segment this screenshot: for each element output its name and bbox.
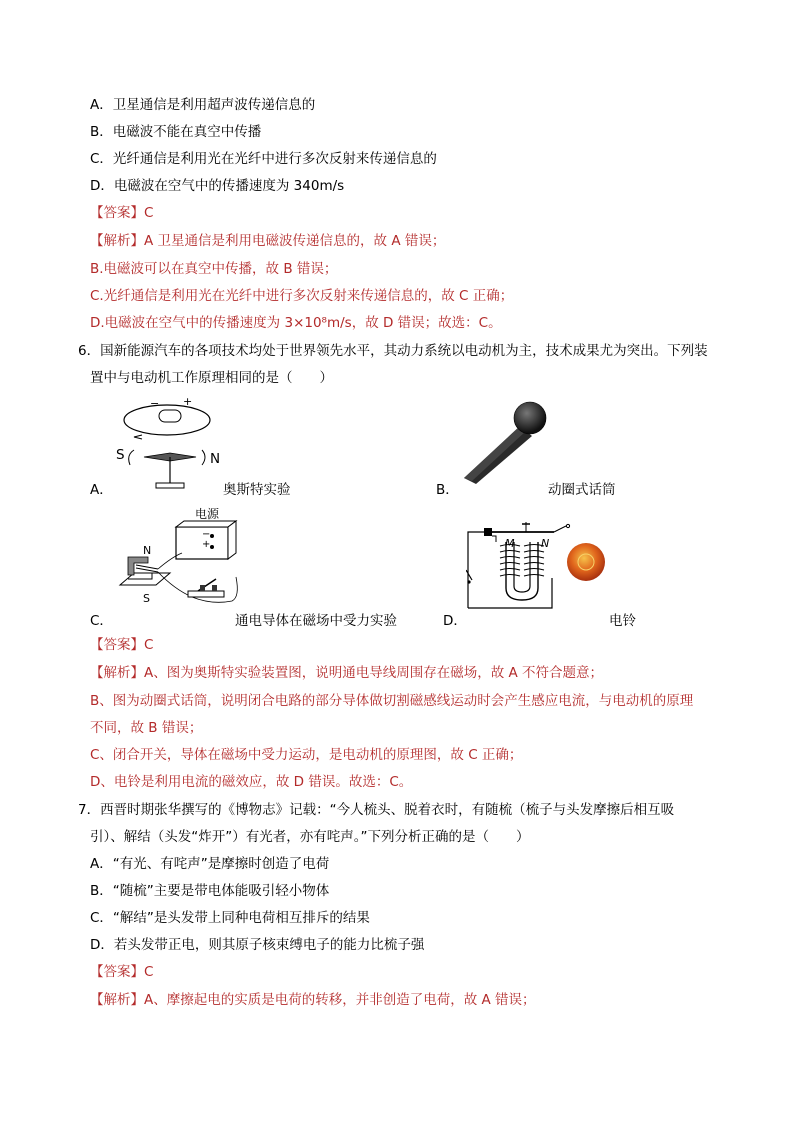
q7-option-d: D．若头发带正电，则其原子核束缚电子的能力比梳子强: [90, 937, 425, 953]
q7-stem-1: 7．西晋时期张华撰写的《博物志》记载：“今人梳头、脱着衣时，有随梳（梳子与头发摩擦后相互吸: [78, 802, 675, 818]
choice-b-caption: 动圈式话筒: [548, 482, 616, 498]
choice-a-caption: 奥斯特实验: [223, 482, 291, 498]
figure-c-s: S: [143, 592, 150, 605]
q7-analysis-1: [90, 991, 536, 1009]
figure-a-plus: +: [183, 395, 193, 408]
answer-tag: 【答案】: [90, 637, 144, 653]
answer-tag: 【答案】: [90, 964, 144, 980]
q7-option-a: A．“有光、有咤声”是摩擦时创造了电荷: [90, 856, 330, 872]
q5-option-d: D．电磁波在空气中的传播速度为 340m/s: [90, 178, 345, 194]
figure-c-power-label: 电源: [195, 507, 220, 521]
answer-value: C: [144, 637, 154, 653]
q5-analysis-2: B.电磁波可以在真空中传播，故 B 错误；: [90, 261, 338, 277]
q7-option-c: C．“解结”是头发带上同种电荷相互排斥的结果: [90, 910, 370, 926]
choice-c-caption: 通电导体在磁场中受力实验: [235, 613, 397, 629]
choice-d-caption: 电铃: [609, 613, 636, 629]
q7-answer: [90, 963, 153, 981]
figure-c-plus: +: [202, 539, 211, 550]
q7-option-b: B．“随梳”主要是带电体能吸引轻小物体: [90, 883, 330, 899]
q5-analysis-4: D.电磁波在空气中的传播速度为 3×10⁸m/s，故 D 错误；故选：C。: [90, 315, 502, 331]
q5-analysis-3: C.光纤通信是利用光在光纤中进行多次反射来传递信息的，故 C 正确；: [90, 288, 514, 304]
choice-d-letter: D．: [443, 613, 467, 629]
q5-answer: [90, 204, 153, 222]
q6-analysis-2: B、图为动圈式话筒，说明闭合电路的部分导体做切割磁感线运动时会产生感应电流，与电动机的原理: [90, 693, 694, 709]
q6-answer: [90, 636, 153, 654]
q7-stem-2: 引）、解结（头发“炸开”）有光者，亦有咤声。”下列分析正确的是（ ）: [90, 829, 530, 845]
figure-conductor-in-field: [112, 517, 242, 609]
analysis-tag: 【解析】: [90, 665, 144, 681]
analysis-tag: 【解析】: [90, 992, 144, 1008]
analysis-text: A 卫星通信是利用电磁波传递信息的，故 A 错误；: [144, 233, 446, 249]
q6-analysis-5: D、电铃是利用电流的磁效应，故 D 错误。故选：C。: [90, 774, 413, 790]
q5-option-c: C．光纤通信是利用光在光纤中进行多次反射来传递信息的: [90, 151, 437, 167]
q5-analysis-1: [90, 232, 445, 250]
figure-electric-bell: [466, 522, 606, 610]
figure-d-n: N: [541, 537, 550, 550]
q6-stem-2: 置中与电动机工作原理相同的是（ ）: [90, 370, 333, 386]
q5-option-b: B．电磁波不能在真空中传播: [90, 124, 262, 140]
choice-a-letter: A．: [90, 482, 113, 498]
analysis-tag: 【解析】: [90, 233, 144, 249]
q6-analysis-1: [90, 664, 603, 682]
figure-c-minus: −: [202, 529, 211, 540]
figure-oersted-experiment: [112, 395, 212, 495]
analysis-text: A、摩擦起电的实质是电荷的转移，并非创造了电荷，故 A 错误；: [144, 992, 536, 1008]
answer-value: C: [144, 964, 154, 980]
choice-c-letter: C．: [90, 613, 113, 629]
figure-a-n: N: [210, 451, 221, 467]
figure-c-n: N: [143, 544, 152, 557]
answer-value: C: [144, 205, 154, 221]
figure-dynamic-microphone: [460, 398, 550, 486]
choice-b-letter: B．: [436, 482, 459, 498]
figure-d-m: M: [505, 537, 515, 550]
q6-analysis-3: 不同，故 B 错误；: [90, 720, 203, 736]
figure-a-s: S: [116, 447, 125, 463]
answer-tag: 【答案】: [90, 205, 144, 221]
analysis-text: A、图为奥斯特实验装置图，说明通电导线周围存在磁场，故 A 不符合题意；: [144, 665, 604, 681]
q6-stem-1: 6．国新能源汽车的各项技术均处于世界领先水平，其动力系统以电动机为主，技术成果尤为突出。下列装: [78, 343, 708, 359]
figure-a-minus: −: [150, 397, 160, 410]
q6-analysis-4: C、闭合开关，导体在磁场中受力运动，是电动机的原理图，故 C 正确；: [90, 747, 523, 763]
q5-option-a: A．卫星通信是利用超声波传递信息的: [90, 97, 316, 113]
